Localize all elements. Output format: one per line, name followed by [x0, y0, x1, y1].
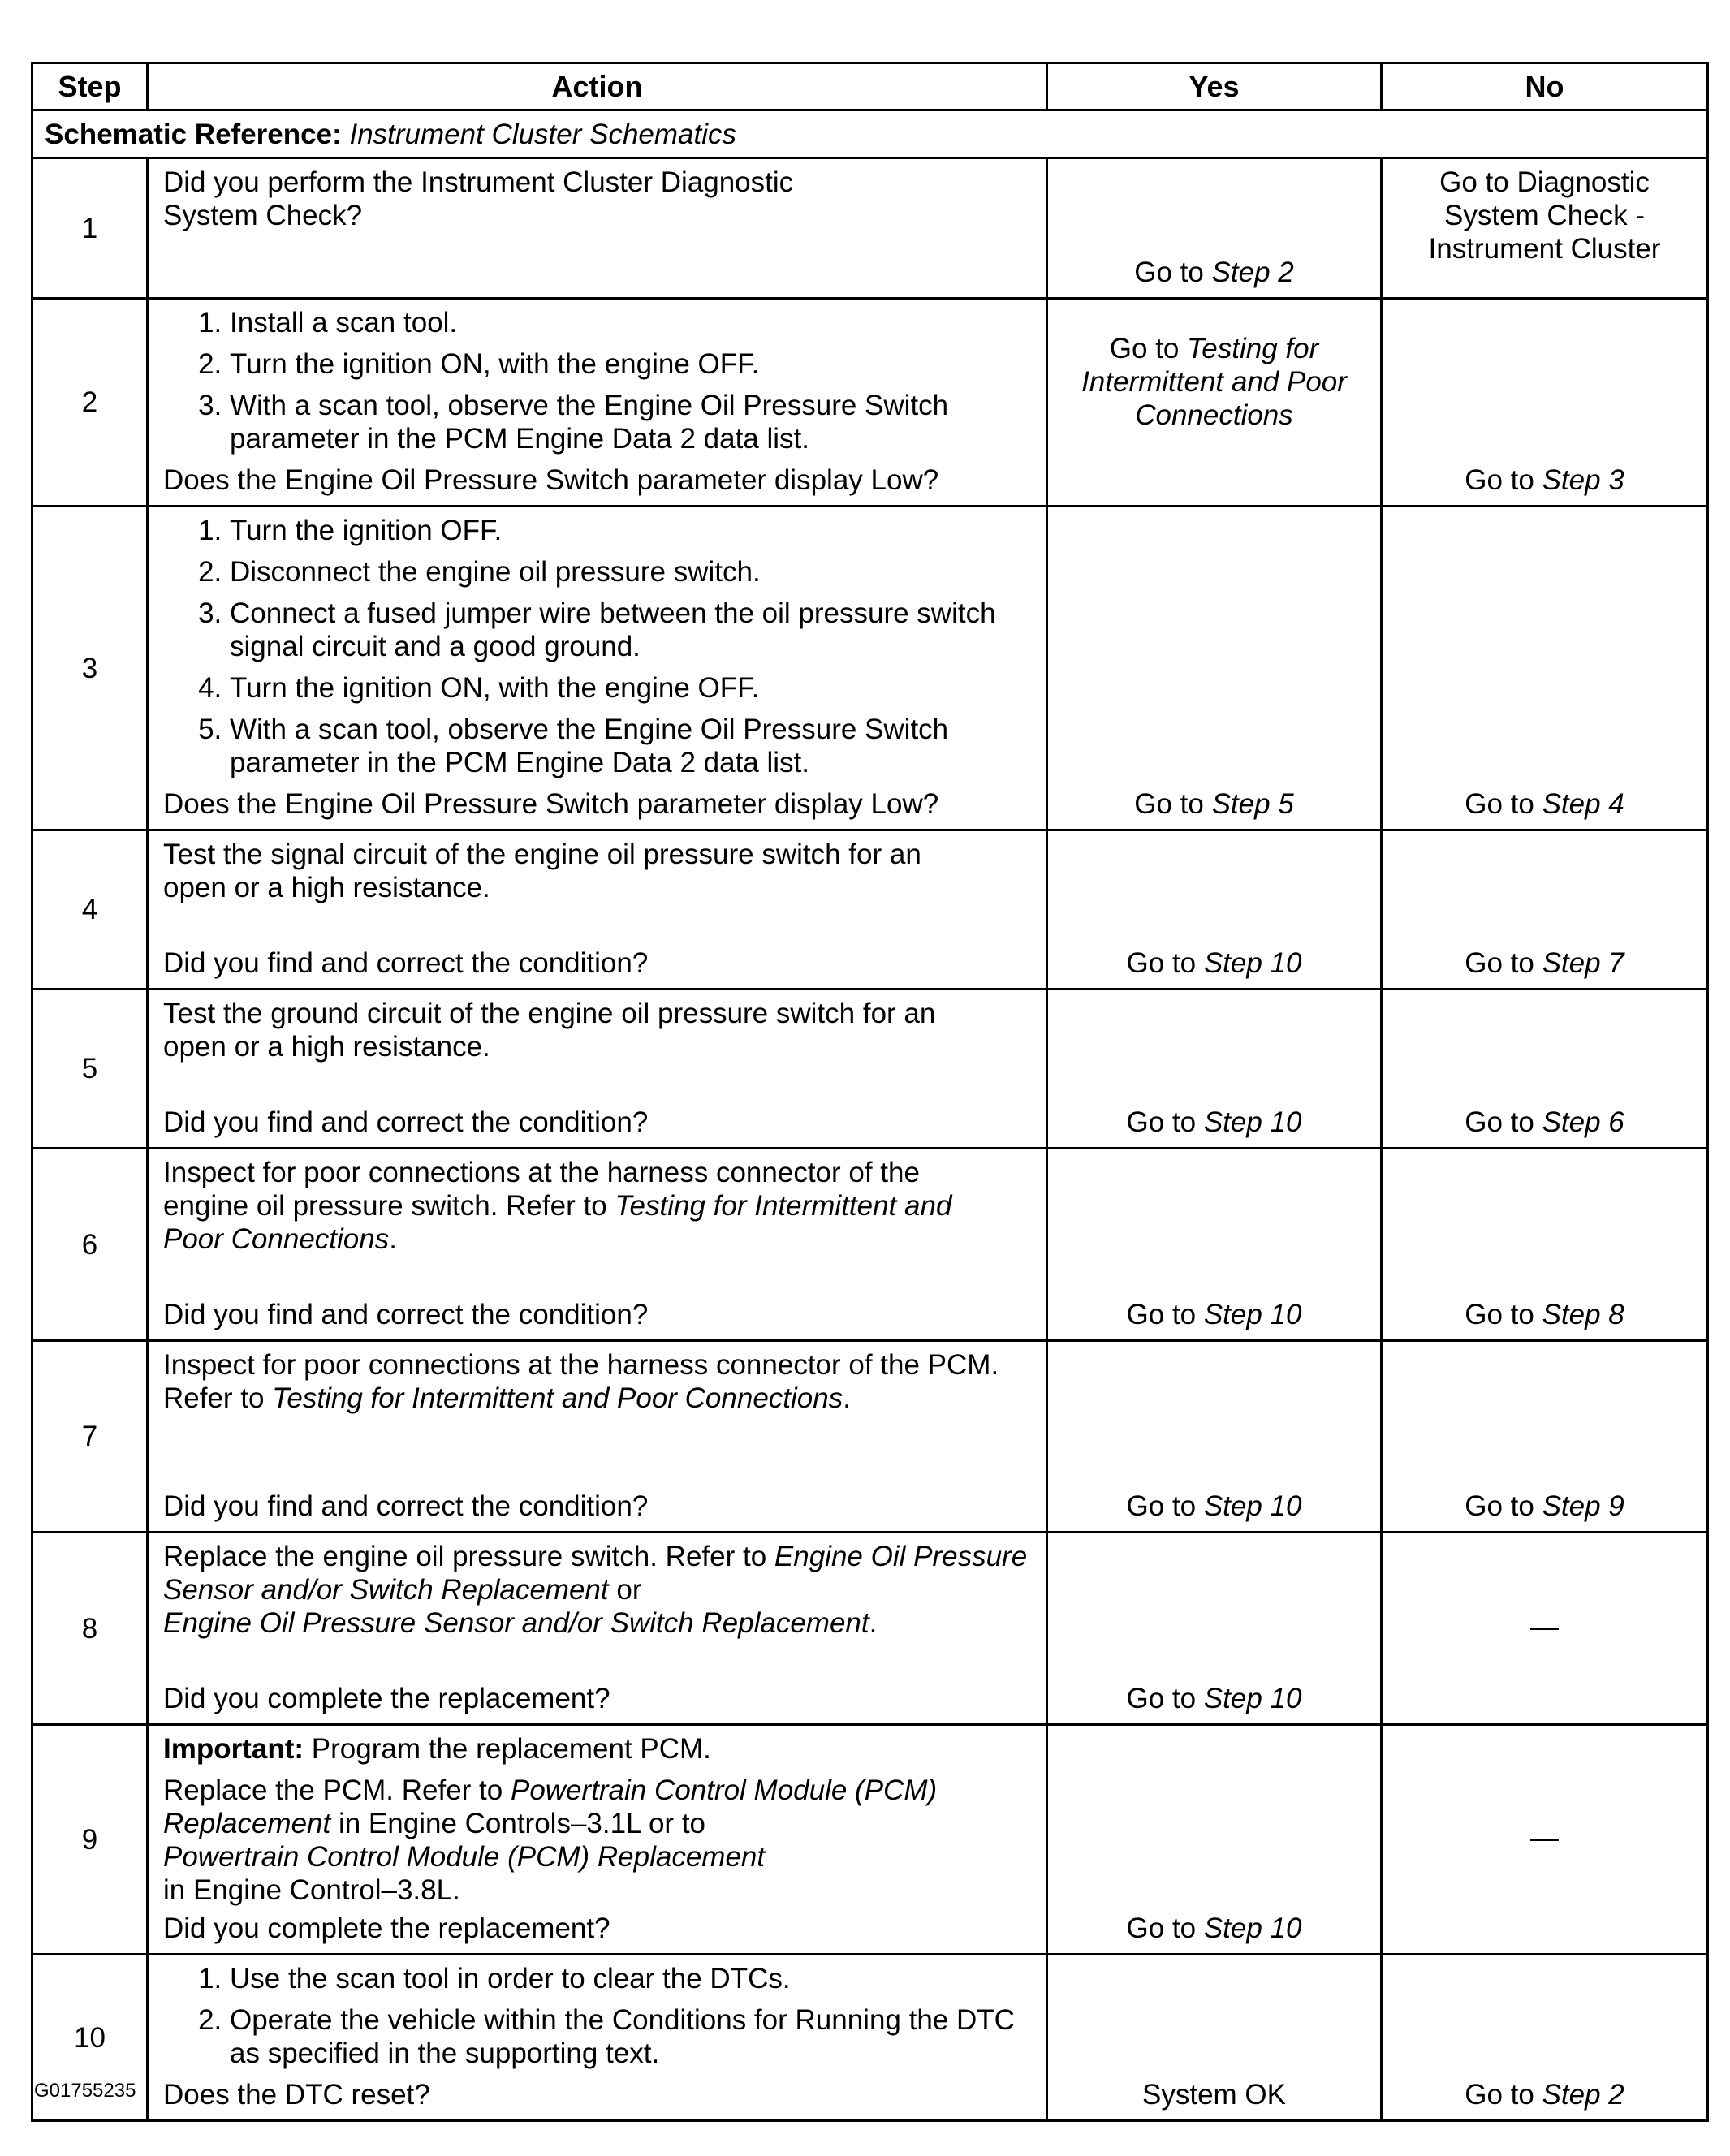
list-item: 5. With a scan tool, observe the Engine Oil Pressure Switch parameter in the PCM Engine Data 2 data list. — [230, 713, 1034, 779]
header-row — [32, 63, 1708, 110]
action-question: Did you find and correct the condition? — [163, 947, 649, 979]
figure-code: G01755235 — [34, 2080, 136, 2102]
step-number: 6 — [32, 1149, 148, 1341]
reference-link[interactable]: Engine Oil Pressure Sensor and/or Switch Replacement — [163, 1541, 1028, 1606]
reference-link[interactable]: Testing for Intermittent and Poor Connections — [163, 1190, 952, 1255]
action-cell — [148, 158, 1047, 299]
action-text — [163, 1774, 1034, 1907]
list-item: 2. Operate the vehicle within the Conditions for Running the DTC as specified in the supporting text. — [230, 2003, 1034, 2070]
no-cell — [1382, 158, 1708, 299]
yes-prefix: Go to — [1126, 1299, 1204, 1330]
no-cell — [1382, 990, 1708, 1149]
step-number: 1 — [32, 158, 148, 299]
yes-cell — [1047, 990, 1382, 1149]
schematic-link[interactable]: Instrument Cluster Schematics — [349, 118, 737, 150]
table-row — [32, 830, 1708, 990]
step-number: 8 — [32, 1533, 148, 1725]
no-cell — [1382, 1149, 1708, 1341]
table-row — [32, 1955, 1708, 2121]
no-cell — [1382, 1533, 1708, 1725]
action-question: Does the DTC reset? — [163, 2079, 430, 2111]
yes-link[interactable]: Step 2 — [1211, 257, 1294, 288]
yes-cell — [1047, 158, 1382, 299]
no-link[interactable]: Step 2 — [1542, 2079, 1624, 2111]
yes-text: System OK — [1142, 2079, 1286, 2111]
yes-cell — [1047, 299, 1382, 507]
list-item: 1. Use the scan tool in order to clear the DTCs. — [230, 1962, 1034, 1995]
header-step: Step — [32, 63, 148, 110]
yes-link[interactable]: Step 5 — [1211, 788, 1294, 820]
action-text: Test the signal circuit of the engine oil pressure switch for an open or a high resistance. — [163, 839, 921, 903]
action-text-main: Replace the engine oil pressure switch. Refer to — [163, 1541, 774, 1572]
table-row — [32, 1533, 1708, 1725]
action-text: Did you perform the Instrument Cluster Diagnostic System Check? — [163, 166, 794, 231]
list-item: 1. Install a scan tool. — [230, 306, 1034, 339]
action-cell — [148, 1955, 1047, 2121]
reference-link[interactable]: Testing for Intermittent and Poor Connections — [272, 1382, 843, 1414]
step-number: 5 — [32, 990, 148, 1149]
no-prefix: Go to — [1465, 1490, 1542, 1522]
no-link[interactable]: Step 3 — [1542, 464, 1624, 496]
yes-link[interactable]: Step 10 — [1203, 1490, 1302, 1522]
yes-prefix: Go to — [1109, 333, 1188, 364]
action-text: Inspect for poor connections at the harness connector of the engine oil pressure switch. Refer to Testing for Intermittent and Poor Connections. — [163, 1157, 952, 1255]
action-text-main: Replace the PCM. Refer to — [163, 1774, 511, 1806]
no-prefix: Go to — [1465, 464, 1542, 496]
action-text-main: Inspect for poor connections at the harness connector of the PCM. Refer to — [163, 1349, 999, 1414]
table-row — [32, 1149, 1708, 1341]
action-text-end: in Engine Control–3.8L. — [163, 1874, 460, 1906]
diagnostic-table — [31, 62, 1709, 2122]
step-number: 4 — [32, 830, 148, 990]
list-item: 2. Disconnect the engine oil pressure switch. — [230, 555, 1034, 589]
yes-prefix: Go to — [1126, 1912, 1204, 1944]
action-cell — [148, 299, 1047, 507]
yes-cell — [1047, 1149, 1382, 1341]
step-number: 9 — [32, 1725, 148, 1955]
no-prefix: Go to — [1465, 788, 1542, 820]
no-dash: — — [1530, 1822, 1559, 1854]
step-number: 3 — [32, 507, 148, 830]
reference-link[interactable]: Powertrain Control Module (PCM) Replacement — [163, 1841, 766, 1873]
action-question: Does the Engine Oil Pressure Switch parameter display Low? — [163, 788, 939, 820]
header-yes: Yes — [1047, 63, 1382, 110]
action-question: Did you find and correct the condition? — [163, 1490, 649, 1522]
no-cell — [1382, 299, 1708, 507]
action-question: Does the Engine Oil Pressure Switch parameter display Low? — [163, 464, 939, 496]
no-prefix: Go to — [1465, 1299, 1542, 1330]
yes-link[interactable]: Step 10 — [1203, 947, 1302, 979]
important-label: Important: — [163, 1733, 304, 1765]
yes-link[interactable]: Step 10 — [1203, 1106, 1302, 1138]
action-text: Inspect for poor connections at the harness connector of the PCM. Refer to Testing for Intermittent and Poor Connections. — [163, 1349, 999, 1414]
action-cell — [148, 507, 1047, 830]
no-cell — [1382, 1725, 1708, 1955]
schematic-label: Schematic Reference: — [45, 118, 342, 150]
list-item: 1. Turn the ignition OFF. — [230, 514, 1034, 547]
important-note — [163, 1732, 1034, 1766]
action-cell — [148, 1341, 1047, 1533]
action-text-mid: in Engine Controls–3.1L or to — [330, 1808, 706, 1839]
action-question: Did you find and correct the condition? — [163, 1106, 649, 1138]
no-link[interactable]: Go to Diagnostic System Check - Instrument Cluster — [1428, 166, 1661, 265]
header-no: No — [1382, 63, 1708, 110]
yes-link[interactable]: Step 10 — [1203, 1299, 1302, 1330]
no-link[interactable]: Step 7 — [1542, 947, 1624, 979]
no-cell — [1382, 830, 1708, 990]
yes-prefix: Go to — [1126, 947, 1204, 979]
step-number: 7 — [32, 1341, 148, 1533]
list-item: 2. Turn the ignition ON, with the engine OFF. — [230, 347, 1034, 381]
list-item: 4. Turn the ignition ON, with the engine OFF. — [230, 671, 1034, 705]
yes-cell — [1047, 830, 1382, 990]
action-cell — [148, 1533, 1047, 1725]
action-list — [163, 514, 1034, 779]
yes-cell — [1047, 1533, 1382, 1725]
no-prefix: Go to — [1465, 2079, 1542, 2111]
action-cell — [148, 1149, 1047, 1341]
action-question: Did you find and correct the condition? — [163, 1299, 649, 1330]
yes-prefix: Go to — [1126, 1683, 1204, 1714]
table-row — [32, 507, 1708, 830]
no-dash: — — [1530, 1611, 1559, 1643]
schematic-reference — [32, 110, 1708, 158]
action-text: Test the ground circuit of the engine oil pressure switch for an open or a high resistance. — [163, 998, 936, 1063]
yes-prefix: Go to — [1134, 257, 1212, 288]
yes-cell — [1047, 1725, 1382, 1955]
action-text: Replace the engine oil pressure switch. Refer to Engine Oil Pressure Sensor and/or Switch Replacement or Engine Oil Pressure Sensor and/or Switch Replacement. — [163, 1541, 1028, 1639]
action-cell — [148, 830, 1047, 990]
yes-prefix: Go to — [1126, 1490, 1204, 1522]
reference-link[interactable]: Powertrain Control Module (PCM) Replacement — [163, 1774, 938, 1839]
no-link[interactable]: Step 4 — [1542, 788, 1624, 820]
yes-link[interactable]: Testing for Intermittent and Poor Connections — [1081, 333, 1347, 431]
table-row — [32, 158, 1708, 299]
action-text-main: Inspect for poor connections at the harness connector of the engine oil pressure switch. Refer to — [163, 1157, 920, 1222]
no-cell — [1382, 1341, 1708, 1533]
yes-link[interactable]: Step 10 — [1203, 1683, 1302, 1714]
action-text-or: or — [608, 1574, 642, 1606]
no-link[interactable]: Step 6 — [1542, 1106, 1624, 1138]
action-cell — [148, 1725, 1047, 1955]
no-link[interactable]: Step 9 — [1542, 1490, 1624, 1522]
table-row — [32, 1341, 1708, 1533]
no-prefix: Go to — [1465, 1106, 1542, 1138]
yes-cell — [1047, 507, 1382, 830]
yes-cell — [1047, 1955, 1382, 2121]
schematic-reference-row — [32, 110, 1708, 158]
action-question: Did you complete the replacement? — [163, 1912, 610, 1944]
action-cell — [148, 990, 1047, 1149]
yes-cell — [1047, 1341, 1382, 1533]
important-text: Program the replacement PCM. — [304, 1733, 711, 1765]
step-number: 10 — [32, 1955, 148, 2121]
no-cell — [1382, 507, 1708, 830]
table-row — [32, 1725, 1708, 1955]
table-row — [32, 299, 1708, 507]
action-question: Did you complete the replacement? — [163, 1683, 610, 1714]
yes-prefix: Go to — [1126, 1106, 1204, 1138]
step-number: 2 — [32, 299, 148, 507]
no-link[interactable]: Step 8 — [1542, 1299, 1624, 1330]
action-list — [163, 1962, 1034, 2070]
action-list — [163, 306, 1034, 455]
no-prefix: Go to — [1465, 947, 1542, 979]
yes-prefix: Go to — [1134, 788, 1212, 820]
table-row — [32, 990, 1708, 1149]
reference-link[interactable]: Engine Oil Pressure Sensor and/or Switch Replacement — [163, 1607, 869, 1639]
yes-link[interactable]: Step 10 — [1203, 1912, 1302, 1944]
header-action: Action — [148, 63, 1047, 110]
list-item: 3. Connect a fused jumper wire between the oil pressure switch signal circuit and a good ground. — [230, 597, 1034, 663]
no-cell — [1382, 1955, 1708, 2121]
list-item: 3. With a scan tool, observe the Engine Oil Pressure Switch parameter in the PCM Engine Data 2 data list. — [230, 389, 1034, 455]
